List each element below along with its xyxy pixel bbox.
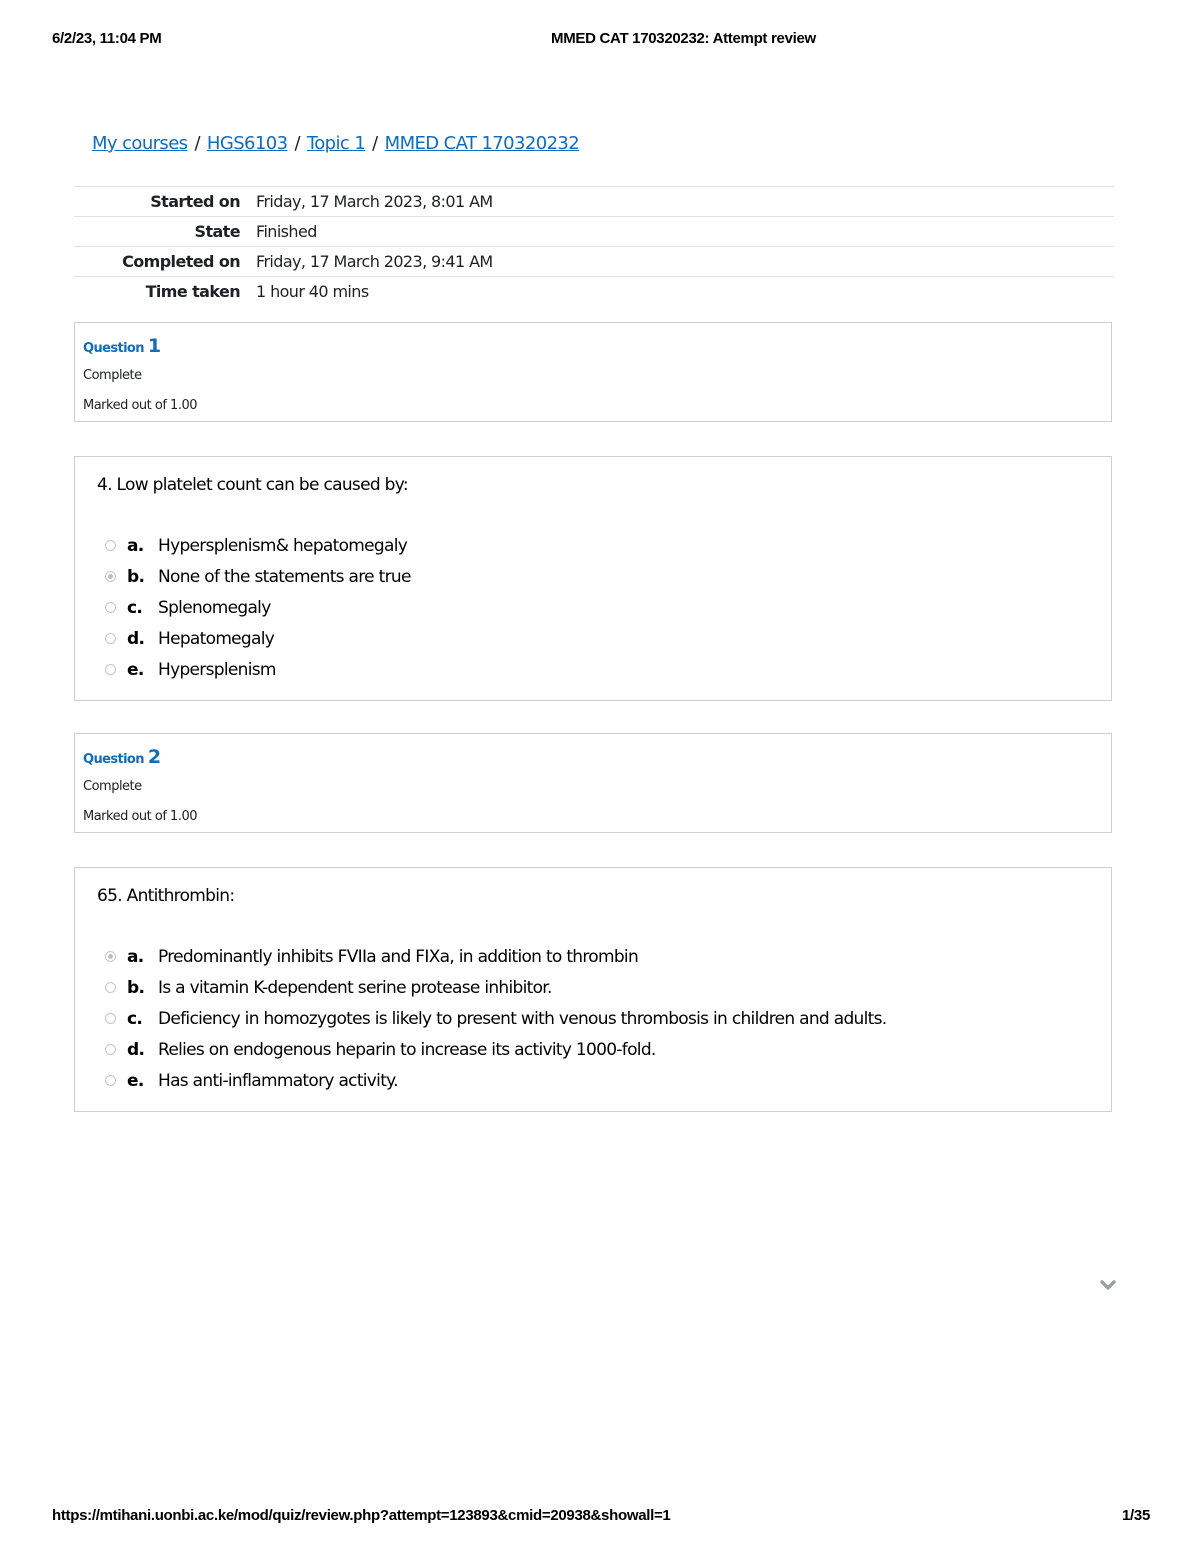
answer-letter: b. — [127, 566, 145, 587]
question-number-value: 1 — [147, 335, 161, 357]
radio-button[interactable] — [105, 664, 116, 675]
summary-value: Friday, 17 March 2023, 9:41 AM — [256, 252, 493, 271]
print-url: https://mtihani.uonbi.ac.ke/mod/quiz/review.php?attempt=123893&cmid=20938&showall=1 — [52, 1507, 671, 1524]
answer-letter: e. — [127, 1070, 144, 1091]
breadcrumb-separator: / — [294, 133, 300, 154]
print-date: 6/2/23, 11:04 PM — [52, 30, 162, 47]
answer-option[interactable] — [105, 941, 886, 972]
print-title: MMED CAT 170320232: Attempt review — [551, 30, 816, 47]
answer-option[interactable] — [105, 1065, 886, 1096]
question-1-info — [74, 322, 1112, 422]
answer-list — [105, 941, 886, 1096]
breadcrumb-quiz[interactable]: MMED CAT 170320232 — [384, 133, 580, 154]
radio-button[interactable] — [105, 633, 116, 644]
answer-option[interactable] — [105, 623, 411, 654]
question-number — [83, 746, 160, 768]
radio-button[interactable] — [105, 982, 116, 993]
radio-button-selected[interactable] — [105, 571, 116, 582]
summary-label: Completed on — [122, 252, 240, 271]
summary-row-completed — [74, 247, 1114, 277]
summary-value: Finished — [256, 222, 317, 241]
answer-option[interactable] — [105, 1034, 886, 1065]
answer-text: Has anti-inflammatory activity. — [158, 1070, 398, 1091]
answer-option[interactable] — [105, 530, 411, 561]
summary-row-started — [74, 187, 1114, 217]
radio-button[interactable] — [105, 540, 116, 551]
question-label: Question — [83, 752, 144, 767]
radio-button[interactable] — [105, 1013, 116, 1024]
print-header — [52, 30, 1150, 48]
breadcrumb — [92, 133, 579, 154]
answer-text: Relies on endogenous heparin to increase its activity 1000-fold. — [158, 1039, 656, 1060]
answer-letter: a. — [127, 535, 144, 556]
answer-text: Is a vitamin K-dependent serine protease inhibitor. — [158, 977, 552, 998]
print-page-number: 1/35 — [1122, 1507, 1150, 1524]
answer-letter: c. — [127, 597, 143, 618]
answer-option[interactable] — [105, 592, 411, 623]
summary-value: 1 hour 40 mins — [256, 282, 369, 302]
question-label: Question — [83, 341, 144, 356]
question-2-info — [74, 733, 1112, 833]
answer-letter: a. — [127, 946, 144, 967]
question-state: Complete — [83, 779, 142, 794]
question-1-content — [74, 456, 1112, 701]
answer-text: Deficiency in homozygotes is likely to present with venous thrombosis in children and adults. — [158, 1008, 887, 1029]
radio-button-selected[interactable] — [105, 951, 116, 962]
summary-value: Friday, 17 March 2023, 8:01 AM — [256, 192, 493, 211]
answer-letter: e. — [127, 659, 144, 680]
answer-option[interactable] — [105, 561, 411, 592]
question-number — [83, 335, 160, 357]
breadcrumb-my-courses[interactable]: My courses — [92, 133, 188, 154]
answer-list — [105, 530, 411, 685]
answer-text: Hepatomegaly — [158, 628, 275, 649]
breadcrumb-separator: / — [372, 133, 378, 154]
answer-text: None of the statements are true — [158, 566, 411, 587]
question-grade: Marked out of 1.00 — [83, 398, 198, 413]
summary-label: Started on — [150, 192, 240, 211]
question-grade: Marked out of 1.00 — [83, 809, 198, 824]
summary-row-state — [74, 217, 1114, 247]
question-2-content — [74, 867, 1112, 1112]
breadcrumb-course[interactable]: HGS6103 — [206, 133, 288, 154]
summary-row-time-taken — [74, 277, 1114, 307]
print-footer — [52, 1507, 1150, 1525]
chevron-down-icon[interactable] — [1100, 1278, 1116, 1292]
question-state: Complete — [83, 368, 142, 383]
answer-letter: d. — [127, 1039, 145, 1060]
question-prompt: 65. Antithrombin: — [97, 886, 235, 906]
radio-button[interactable] — [105, 1075, 116, 1086]
radio-button[interactable] — [105, 602, 116, 613]
answer-letter: c. — [127, 1008, 143, 1029]
answer-letter: b. — [127, 977, 145, 998]
answer-letter: d. — [127, 628, 145, 649]
answer-text: Hypersplenism — [158, 659, 276, 680]
answer-text: Predominantly inhibits FVIIa and FIXa, in addition to thrombin — [158, 946, 639, 967]
breadcrumb-separator: / — [194, 133, 200, 154]
answer-option[interactable] — [105, 972, 886, 1003]
breadcrumb-topic[interactable]: Topic 1 — [306, 133, 366, 154]
summary-label: Time taken — [145, 282, 240, 302]
summary-label: State — [194, 222, 240, 241]
radio-button[interactable] — [105, 1044, 116, 1055]
answer-option[interactable] — [105, 654, 411, 685]
question-number-value: 2 — [147, 746, 161, 768]
attempt-summary-table — [74, 186, 1114, 307]
answer-text: Hypersplenism& hepatomegaly — [158, 535, 408, 556]
answer-option[interactable] — [105, 1003, 886, 1034]
answer-text: Splenomegaly — [158, 597, 271, 618]
question-prompt: 4. Low platelet count can be caused by: — [97, 475, 408, 495]
